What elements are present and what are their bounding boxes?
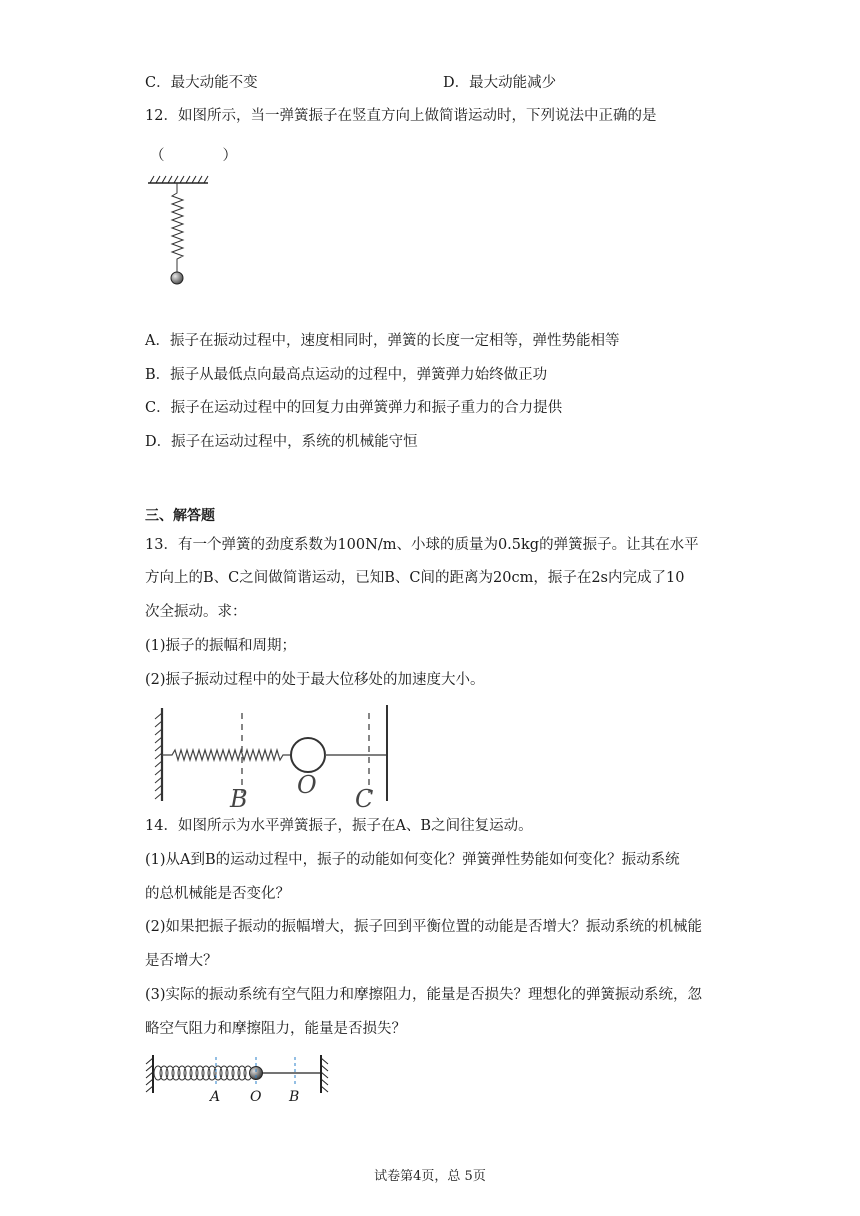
q14-subquestion-1-line2: 的总机械能是否变化？ xyxy=(145,886,290,902)
q14-subquestion-1-line1: (1)从A到B的运动过程中，振子的动能如何变化？弹簧弹性势能如何变化？振动系统 xyxy=(145,852,680,868)
vertical-spring-oscillator-figure xyxy=(140,175,220,295)
q14-subquestion-2-line1: (2)如果把振子振动的振幅增大，振子回到平衡位置的动能是否增大？振动系统的机械能 xyxy=(145,919,703,935)
q14-figure-label-a: A xyxy=(210,1089,221,1105)
q12-option-b: B．振子从最低点向最高点运动的过程中，弹簧弹力始终做正功 xyxy=(145,367,548,383)
q13-figure-label-c: C xyxy=(355,785,374,813)
q12-option-c: C．振子在运动过程中的回复力由弹簧弹力和振子重力的合力提供 xyxy=(145,400,563,416)
q12-option-a: A．振子在振动过程中，速度相同时，弹簧的长度一定相等，弹性势能相等 xyxy=(145,333,620,349)
q13-subquestion-1: (1)振子的振幅和周期； xyxy=(145,638,297,654)
q13-subquestion-2: (2)振子振动过程中的处于最大位移处的加速度大小。 xyxy=(145,672,485,688)
page-footer: 试卷第4页，总 5页 xyxy=(374,1169,486,1184)
q11-option-c: C．最大动能不变 xyxy=(145,75,258,91)
q13-figure-label-o: O xyxy=(297,771,317,799)
q12-stem: 12．如图所示，当一弹簧振子在竖直方向上做简谐运动时，下列说法中正确的是 xyxy=(145,108,657,124)
q14-stem: 14．如图所示为水平弹簧振子，振子在A、B之间往复运动。 xyxy=(145,818,533,834)
section-title: 三、解答题 xyxy=(145,508,215,524)
q13-stem-line1: 13．有一个弹簧的劲度系数为100N/m、小球的质量为0.5kg的弹簧振子。让其在水平 xyxy=(145,537,699,553)
q13-figure-label-b: B xyxy=(230,785,248,813)
q12-option-d: D．振子在运动过程中，系统的机械能守恒 xyxy=(145,434,418,450)
q13-stem-line2: 方向上的B、C之间做简谐运动，已知B、C间的距离为20cm，振子在2s内完成了10 xyxy=(145,570,685,586)
q14-subquestion-3-line1: (3)实际的振动系统有空气阻力和摩擦阻力，能量是否损失？理想化的弹簧振动系统，忽 xyxy=(145,987,703,1003)
q14-subquestion-2-line2: 是否增大？ xyxy=(145,953,218,969)
q14-subquestion-3-line2: 略空气阻力和摩擦阻力，能量是否损失？ xyxy=(145,1021,406,1037)
q11-option-d: D．最大动能减少 xyxy=(443,75,557,91)
horizontal-spring-figure-q14 xyxy=(143,1053,338,1098)
q14-figure-label-b: B xyxy=(289,1089,300,1105)
q13-stem-line3: 次全振动。求： xyxy=(145,604,247,620)
q12-answer-blank: （ ） xyxy=(150,148,237,164)
q14-figure-label-o: O xyxy=(250,1089,262,1105)
